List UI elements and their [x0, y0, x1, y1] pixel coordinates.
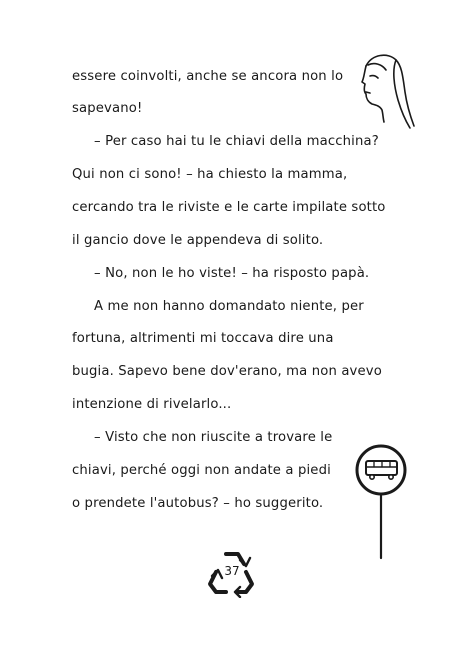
- bus-stop-sign-icon: [351, 442, 411, 562]
- page-number: 37: [224, 564, 240, 578]
- text-line-9: fortuna, altrimenti mi toccava dire una: [72, 331, 334, 346]
- text-line-10: bugia. Sapevo bene dov'erano, ma non avevo: [72, 364, 382, 379]
- text-line-3: – Per caso hai tu le chiavi della macchina?: [94, 134, 379, 149]
- text-line-5: cercando tra le riviste e le carte impilate sotto: [72, 200, 386, 215]
- text-line-14: o prendete l'autobus? – ho suggerito.: [72, 496, 324, 511]
- text-line-8: A me non hanno domandato niente, per: [94, 299, 364, 314]
- text-line-12: – Visto che non riuscite a trovare le: [94, 430, 333, 445]
- text-line-13: chiavi, perché oggi non andate a piedi: [72, 463, 331, 478]
- text-line-11: intenzione di rivelarlo...: [72, 397, 232, 412]
- text-line-1: essere coinvolti, anche se ancora non lo: [72, 69, 344, 84]
- text-line-7: – No, non le ho viste! – ha risposto papà.: [94, 266, 370, 281]
- text-line-6: il gancio dove le appendeva di solito.: [72, 233, 324, 248]
- girl-face-drawing-icon: [356, 48, 418, 130]
- text-line-4: Qui non ci sono! – ha chiesto la mamma,: [72, 167, 348, 182]
- text-line-2: sapevano!: [72, 101, 143, 116]
